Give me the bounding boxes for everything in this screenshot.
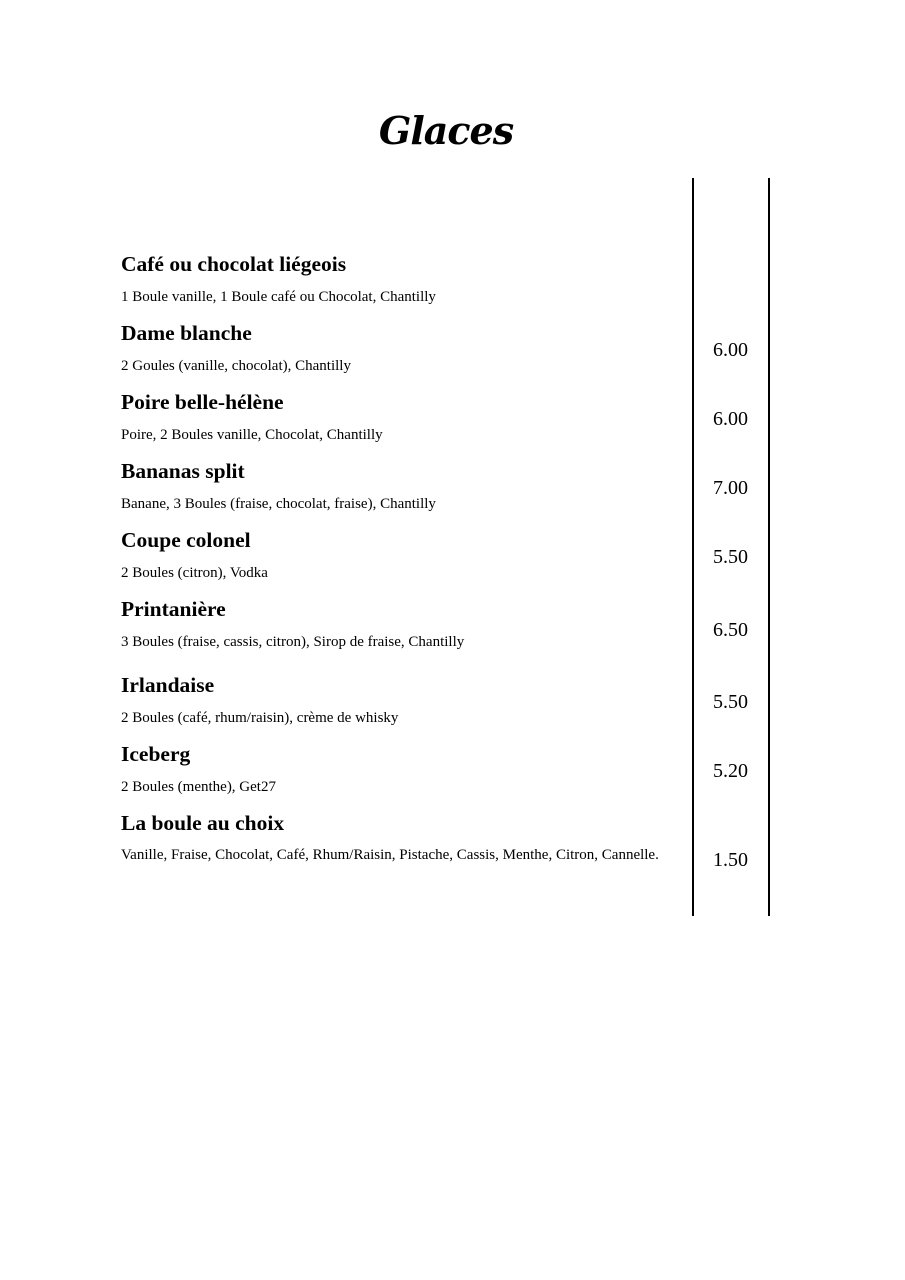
item-name: Bananas split	[121, 459, 245, 483]
item-price: 5.50	[713, 546, 748, 568]
item-price: 6.50	[713, 619, 748, 641]
item-price: 6.00	[713, 339, 748, 361]
item-description: Poire, 2 Boules vanille, Chocolat, Chantilly	[121, 427, 383, 443]
menu-item	[121, 741, 681, 802]
menu-item	[121, 251, 681, 312]
item-name: La boule au choix	[121, 811, 285, 835]
item-description: Vanille, Fraise, Chocolat, Café, Rhum/Raisin, Pistache, Cassis, Menthe, Citron, Cannelle.	[121, 847, 659, 863]
menu-item	[121, 672, 681, 733]
item-price: 1.50	[713, 849, 748, 871]
menu-item	[121, 810, 681, 870]
item-price: 5.20	[713, 760, 748, 782]
item-description: 3 Boules (fraise, cassis, citron), Sirop de fraise, Chantilly	[121, 634, 465, 650]
item-description: 2 Goules (vanille, chocolat), Chantilly	[121, 358, 351, 374]
price-column-right-border	[768, 178, 770, 916]
item-description: 2 Boules (menthe), Get27	[121, 779, 276, 795]
item-price: 5.50	[713, 691, 748, 713]
item-price: 6.00	[713, 408, 748, 430]
menu-item	[121, 320, 681, 381]
item-name: Iceberg	[121, 742, 191, 766]
item-name: Poire belle-hélène	[121, 390, 284, 414]
item-name: Irlandaise	[121, 673, 215, 697]
item-price: 7.00	[713, 477, 748, 499]
menu-item	[121, 389, 681, 450]
item-name: Coupe colonel	[121, 528, 251, 552]
menu-item	[121, 458, 681, 519]
item-description: 2 Boules (citron), Vodka	[121, 565, 268, 581]
item-name: Dame blanche	[121, 321, 252, 345]
menu-item	[121, 527, 681, 588]
item-name: Café ou chocolat liégeois	[121, 252, 347, 276]
menu-item	[121, 596, 681, 657]
item-description: Banane, 3 Boules (fraise, chocolat, fraise), Chantilly	[121, 496, 436, 512]
item-description: 1 Boule vanille, 1 Boule café ou Chocolat, Chantilly	[121, 289, 436, 305]
item-description: 2 Boules (café, rhum/raisin), crème de whisky	[121, 710, 399, 726]
page-title: Glaces	[378, 108, 514, 153]
item-name: Printanière	[121, 597, 226, 621]
